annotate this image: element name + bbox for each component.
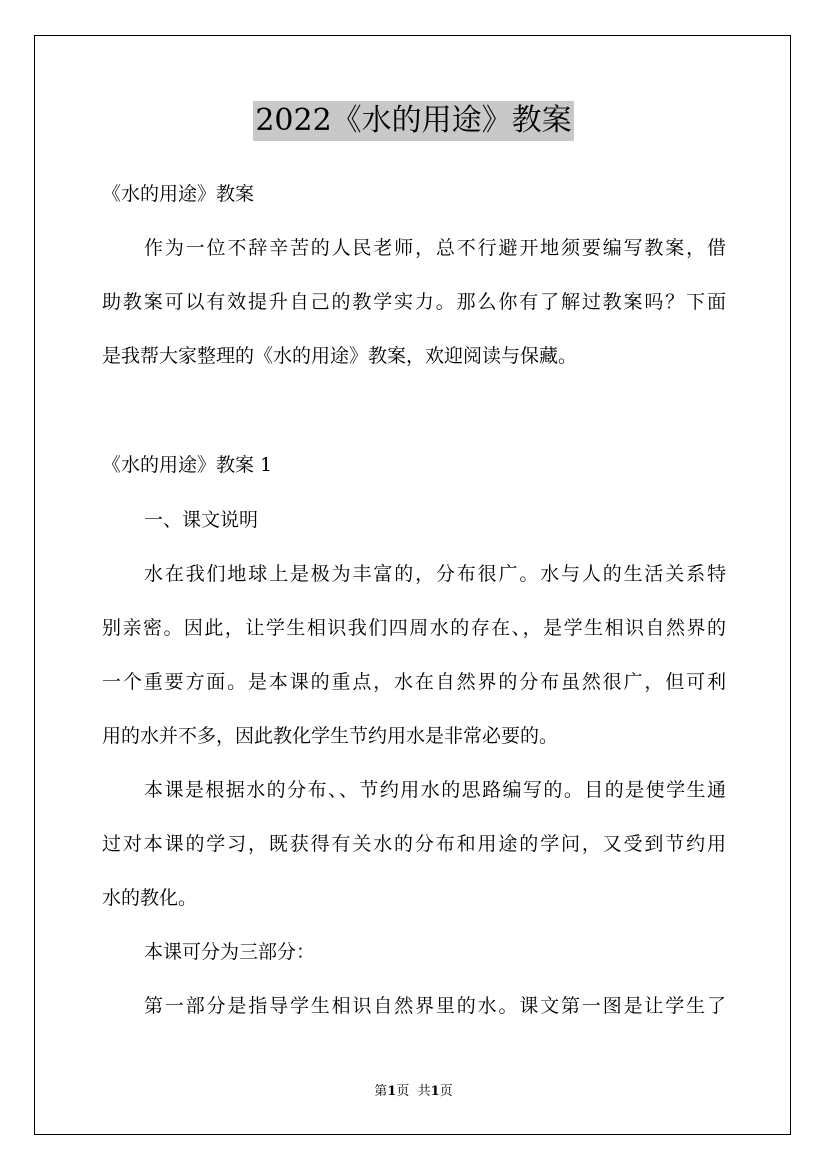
para2-line-2: 过对本课的学习，既获得有关水的分布和用途的学问，又受到节约用 <box>102 833 726 855</box>
sub-heading: 一、课文说明 <box>144 509 259 531</box>
para1-line-1: 水在我们地球上是极为丰富的，分布很广。水与人的生活关系特 <box>144 563 726 585</box>
document-subtitle: 《水的用途》教案 <box>102 183 255 205</box>
para2-line-1: 本课是根据水的分布、、节约用水的思路编写的。目的是使学生通 <box>144 779 726 801</box>
para1-line-2: 别亲密。因此，让学生相识我们四周水的存在、，是学生相识自然界的 <box>102 617 726 639</box>
para4-line: 第一部分是指导学生相识自然界里的水。课文第一图是让学生了 <box>144 995 726 1017</box>
footer-page-suffix: 页 <box>396 1084 410 1099</box>
footer-prefix: 第 <box>374 1084 388 1099</box>
page-footer <box>0 1083 827 1101</box>
para3-line: 本课可分为三部分： <box>144 941 316 963</box>
intro-line-2: 助教案可以有效提升自己的教学实力。那么你有了解过教案吗？下面 <box>102 291 726 313</box>
intro-line-1: 作为一位不辞辛苦的人民老师，总不行避开地须要编写教案，借 <box>144 237 726 259</box>
footer-page-number: 1 <box>387 1084 397 1099</box>
para1-line-3: 一个重要方面。是本课的重点，水在自然界的分布虽然很广，但可利 <box>102 671 726 693</box>
footer-total-prefix: 共 <box>417 1084 431 1099</box>
footer-total-pages: 1 <box>430 1084 440 1099</box>
section-heading: 《水的用途》教案 1 <box>102 454 273 476</box>
intro-line-3: 是我帮大家整理的《水的用途》教案，欢迎阅读与保藏。 <box>102 345 578 367</box>
title-container <box>0 101 827 141</box>
document-title: 2022《水的用途》教案 <box>253 101 573 141</box>
footer-total-suffix: 页 <box>439 1084 453 1099</box>
para2-line-3: 水的教化。 <box>102 887 198 909</box>
para1-line-4: 用的水并不多，因此教化学生节约用水是非常必要的。 <box>102 725 559 747</box>
